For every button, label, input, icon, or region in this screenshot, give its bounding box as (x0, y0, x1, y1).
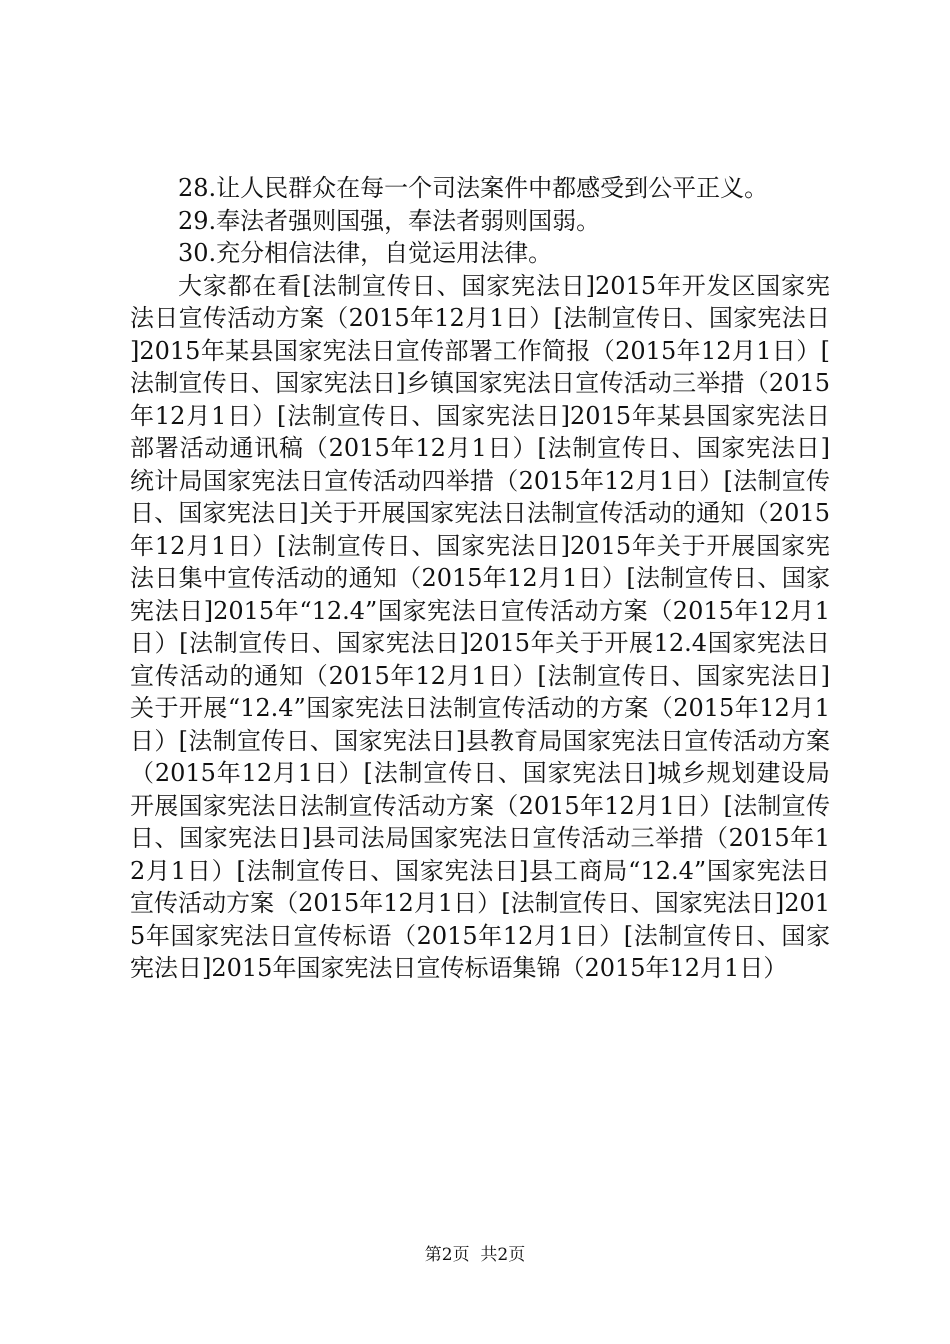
slogan-line-29: 29.奉法者强则国强，奉法者弱则国弱。 (178, 206, 601, 235)
page-number: 第2页 (424, 1245, 470, 1265)
related-articles-paragraph: 大家都在看[法制宣传日、国家宪法日]2015年开发区国家宪法日宣传活动方案（2015年12月1日）[法制宣传日、国家宪法日]2015年某县国家宪法日宣传部署工作简报（2015年12月1日）[法制宣传日、国家宪法日]乡镇国家宪法日宣传活动三举措（2015年12月1日）[法制宣传日、国家宪法日]2015年某县国家宪法日部署活动通讯稿（2015年12月1日）[法制宣传日、国家宪法日]统计局国家宪法日宣传活动四举措（2015年12月1日）[法制宣传日、国家宪法日]关于开展国家宪法日法制宣传活动的通知（2015年12月1日）[法制宣传日、国家宪法日]2015年关于开展国家宪法日集中宣传活动的通知（2015年12月1日）[法制宣传日、国家宪法日]2015年“12.4”国家宪法日宣传活动方案（2015年12月1日）[法制宣传日、国家宪法日]2015年关于开展12.4国家宪法日宣传活动的通知（2015年12月1日）[法制宣传日、国家宪法日]关于开展“12.4”国家宪法日法制宣传活动的方案（2015年12月1日）[法制宣传日、国家宪法日]县教育局国家宪法日宣传活动方案（2015年12月1日）[法制宣传日、国家宪法日]城乡规划建设局开展国家宪法日法制宣传活动方案（2015年12月1日）[法制宣传日、国家宪法日]县司法局国家宪法日宣传活动三举措（2015年12月1日）[法制宣传日、国家宪法日]县工商局“12.4”国家宪法日宣传活动方案（2015年12月1日）[法制宣传日、国家宪法日]2015年国家宪法日宣传标语（2015年12月1日）[法制宣传日、国家宪法日]2015年国家宪法日宣传标语集锦（2015年12月1日） (130, 271, 830, 982)
document-body (130, 172, 830, 985)
slogan-line-28: 28.让人民群众在每一个司法案件中都感受到公平正义。 (178, 174, 769, 202)
page-total: 共2页 (480, 1245, 526, 1265)
page-footer (0, 1244, 950, 1266)
slogan-line-30: 30.充分相信法律，自觉运用法律。 (178, 239, 553, 267)
